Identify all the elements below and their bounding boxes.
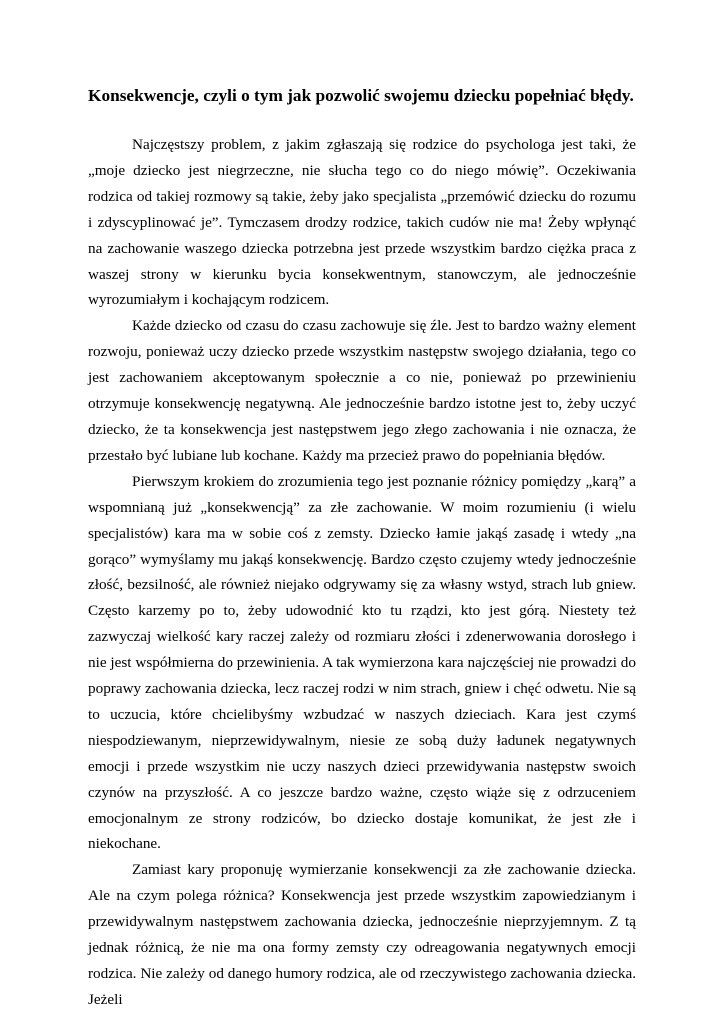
paragraph-4: Zamiast kary proponuję wymierzanie konsekwencji za złe zachowanie dziecka. Ale na czym polega różnica? Konsekwencja jest przede wszystkim zapowiedzianym i przewidywalnym następstwem zachowania dziecka, jednocześnie nieprzyjemnym. Z tą jednak różnicą, że nie ma ona formy zemsty czy odreagowania negatywnych emocji rodzica. Nie zależy od danego humory rodzica, ale od rzeczywistego zachowania dziecka. Jeżeli bbox=[88, 861, 636, 1008]
paragraph-3: Pierwszym krokiem do zrozumienia tego jest poznanie różnicy pomiędzy „karą” a wspomnianą już „konsekwencją” za złe zachowanie. W moim rozumieniu (i wielu specjalistów) kara ma w sobie coś z zemsty. Dziecko łamie jakąś zasadę i wtedy „na gorąco” wymyślamy mu jakąś konsekwencję. Bardzo często czujemy wtedy jednocześnie złość, bezsilność, ale również niejako odgrywamy się za własny wstyd, strach lub gniew. Często karzemy po to, żeby udowodnić kto tu rządzi, kto jest górą. Niestety też zazwyczaj wielkość kary raczej zależy od rozmiaru złości i zdenerwowania dorosłego i nie jest współmierna do przewinienia. A tak wymierzona kara najczęściej nie prowadzi do poprawy zachowania dziecka, lecz raczej rodzi w nim strach, gniew i chęć odwetu. Nie są to uczucia, które chcielibyśmy wzbudzać w naszych dzieciach. Kara jest czymś niespodziewanym, nieprzewidywalnym, niesie ze sobą duży ładunek negatywnych emocji i przede wszystkim nie uczy naszych dzieci przewidywania następstw swoich czynów na przyszłość. A co jeszcze bardzo ważne, często wiąże się z odrzuceniem emocjonalnym ze strony rodziców, bo dziecko dostaje komunikat, że jest złe i niekochane. bbox=[88, 472, 636, 853]
paragraph-2: Każde dziecko od czasu do czasu zachowuje się źle. Jest to bardzo ważny element rozwoju, ponieważ uczy dziecko przede wszystkim następstw swojego działania, tego co jest zachowaniem akceptowanym społecznie a co nie, ponieważ po przewinieniu otrzymuje konsekwencję negatywną. Ale jednocześnie bardzo istotne jest to, żeby uczyć dziecko, że ta konsekwencja jest następstwem jego złego zachowania i nie oznacza, że przestało być lubiane lub kochane. Każdy ma przecież prawo do popełniania błędów. bbox=[88, 317, 636, 464]
paragraph-1: Najczęstszy problem, z jakim zgłaszają się rodzice do psychologa jest taki, że „moje dziecko jest niegrzeczne, nie słucha tego co do niego mówię”. Oczekiwania rodzica od takiej rozmowy są takie, żeby jako specjalista „przemówić dziecku do rozumu i zdyscyplinować je”. Tymczasem drodzy rodzice, takich cudów nie ma! Żeby wpłynąć na zachowanie waszego dziecka potrzebna jest przede wszystkim bardzo ciężka praca z waszej strony w kierunku bycia konsekwentnym, stanowczym, ale jednocześnie wyrozumiałym i kochającym rodzicem. bbox=[88, 136, 636, 309]
document-title: Konsekwencje, czyli o tym jak pozwolić swojemu dziecku popełniać błędy. bbox=[88, 86, 634, 105]
